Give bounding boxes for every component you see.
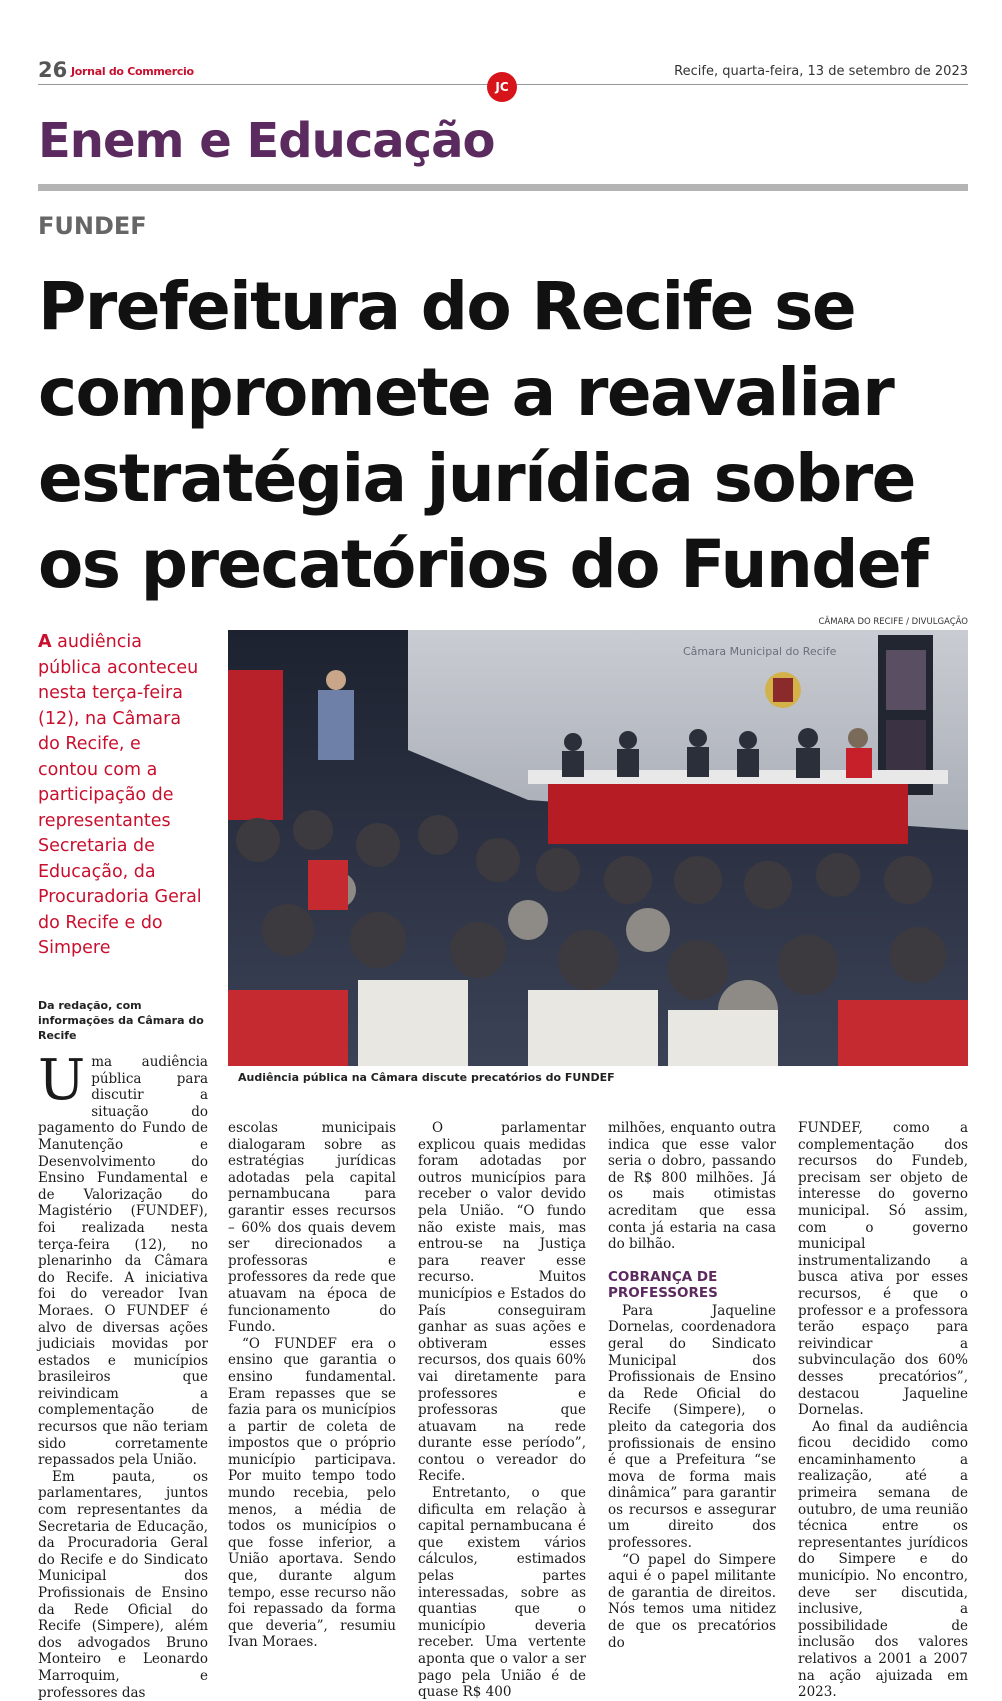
article-paragraph: Em pauta, os parlamentares, juntos com representantes da Secretaria de Educação, da Procuradoria Geral do Recife e do Sindicato Municipal dos Profissionais de Ensino da Rede Oficial do Recife (Simpere), além dos advogados Bruno Monteiro e Leonardo Marroquim, e professores das (38, 1468, 208, 1701)
article-paragraph: FUNDEF, como a complementação dos recursos do Fundeb, precisam ser objeto de interesse do governo municipal. Só assim, com o governo municipal instrumentalizando a busca ativa por esses recursos, é que o professor e a professora terão espaço para reivindicar a subvinculação dos 60% desses precatórios”, destacou Jaqueline Dornelas. (798, 1120, 968, 1419)
section-divider (38, 184, 968, 191)
headline-line: compromete a reavaliar (38, 354, 894, 431)
article-paragraph: escolas municipais dialogaram sobre as estratégias jurídicas adotadas pela capital pernambucana para garantir esses recursos – 60% dos quais devem ser direcionados a professoras e professores da rede que atuavam na época de funcionamento do Fundo. (228, 1120, 396, 1336)
deck-lead: A (38, 632, 52, 652)
article-column-4 (608, 1120, 776, 1651)
headline-line: os precatórios do Fundef (38, 526, 928, 603)
kicker: FUNDEF (38, 212, 147, 240)
article-paragraph (38, 1048, 208, 1469)
newspaper-name: Jornal do Commercio (71, 65, 194, 78)
headline-line: Prefeitura do Recife se (38, 268, 855, 345)
article-column-1 (38, 1048, 208, 1701)
headline-line: estratégia jurídica sobre (38, 440, 915, 517)
article-paragraph: Para Jaqueline Dornelas, coordenadora geral do Sindicato Municipal dos Profissionais de Ensino da Rede Oficial do Recife (Simpere), o pleito da categoria dos profissionais de ensino é que a Prefeitura “se mova de forma mais dinâmica” para garantir os recursos e assegurar um direito dos professores. (608, 1302, 776, 1552)
article-subhead: COBRANÇA DE PROFESSORES (608, 1268, 718, 1301)
article-column-2 (228, 1120, 396, 1651)
article-paragraph: milhões, enquanto outra indica que esse valor seria o dobro, passando de R$ 800 milhões. Já os mais otimistas acreditam que essa conta já estaria na casa do bilhão. (608, 1120, 776, 1253)
headline (38, 264, 973, 608)
article-photo (228, 630, 968, 1066)
drop-cap: U (38, 1048, 86, 1113)
article-column-5 (798, 1120, 968, 1701)
article-paragraph: “O FUNDEF era o ensino que garantia o ensino fundamental. Eram repasses que se fazia para os municípios a partir de coleta de impostos que o próprio município participava. Por muito tempo todo mundo recebia, pelo menos, a média de todos os municípios o que fosse inferior, a União aportava. Sendo que, durante algum tempo, esse recurso não foi repassado da forma que deveria”, resumiu Ivan Moraes. (228, 1335, 396, 1651)
photo-credit: CÂMARA DO RECIFE / DIVULGAÇÃO (818, 617, 968, 627)
dateline: Recife, quarta-feira, 13 de setembro de 2023 (674, 64, 968, 79)
photo-caption: Audiência pública na Câmara discute precatórios do FUNDEF (238, 1071, 615, 1084)
page-number: 26 (38, 58, 68, 82)
paragraph-text: ma audiência pública para discutir a situação do pagamento do Fundo de Manutenção e Desenvolvimento do Ensino Fundamental e de Valorização do Magistério (FUNDEF), foi realizada nesta terça-feira (12), no plenarinho da Câmara do Recife. A iniciativa foi do vereador Ivan Moraes. O FUNDEF é alvo de diversas ações judiciais movidas por estados e municípios brasileiros que reivindicam a complementação de recursos que não teriam sido corretamente repassados pela União. (38, 1054, 208, 1469)
article-paragraph: Entretanto, o que dificulta em relação à capital pernambucana é que existem vários cálculos, estimados pelas partes interessadas, sobre as quantias que o município deveria receber. Uma vertente aponta que o valor a ser pago pela União é de quase R$ 400 (418, 1485, 586, 1701)
photo-illustration (228, 630, 968, 1066)
section-title: Enem e Educação (38, 113, 495, 169)
jc-logo: JC (487, 72, 517, 102)
article-paragraph: Ao final da audiência ficou decidido como encaminhamento a realização, até a primeira semana de outubro, de uma reunião técnica entre os representantes jurídicos do Simpere e do município. No encontro, deve ser discutida, inclusive, a possibilidade de inclusão dos valores relativos a 2001 a 2007 na ação ajuizada em 2023. (798, 1418, 968, 1701)
article-column-3 (418, 1120, 586, 1701)
deck-text: audiência pública aconteceu nesta terça-feira (12), na Câmara do Recife, e contou com a participação de representantes Secretaria de Educação, da Procuradoria Geral do Recife e do Simpere (38, 632, 202, 958)
article-paragraph: O parlamentar explicou quais medidas foram adotadas por outros municípios para receber o valor devido pela União. “O fundo não existe mais, mas entrou-se na Justiça para reaver esse recurso. Muitos municípios e Estados do País conseguiram ganhar as suas ações e obtiveram esses recursos, dos quais 60% vai diretamente para professores e professoras que atuavam na rede durante esse período”, contou o vereador do Recife. (418, 1120, 586, 1485)
deck (38, 630, 206, 962)
photo-wall-text: Câmara Municipal do Recife (683, 645, 837, 658)
article-paragraph: “O papel do Simpere aqui é o papel militante de garantia de direitos. Nós temos uma nitidez de que os precatórios do (608, 1551, 776, 1651)
byline: Da redação, com informações da Câmara do Recife (38, 999, 204, 1042)
